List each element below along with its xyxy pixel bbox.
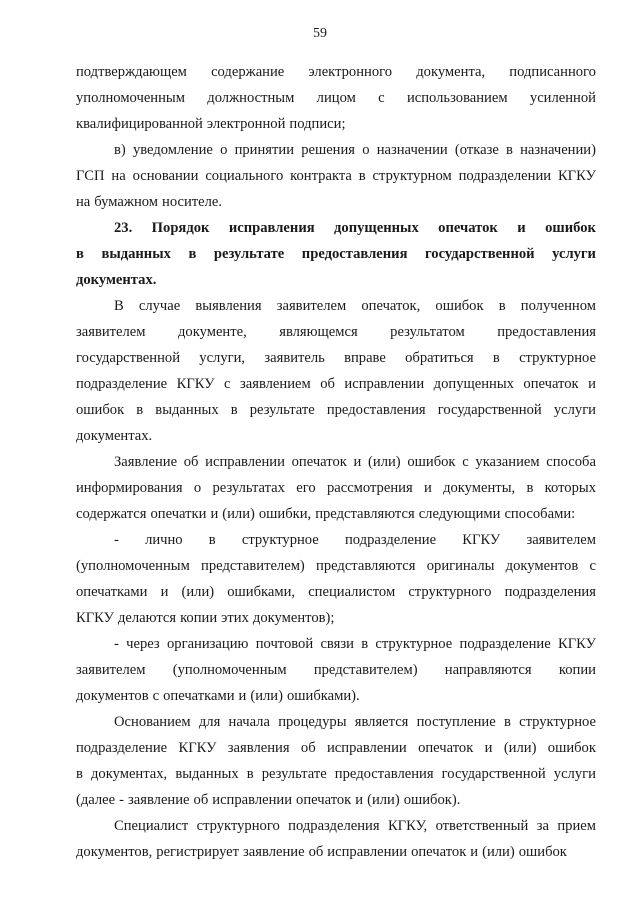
paragraph [76,527,596,631]
paragraph [76,449,596,527]
text-line: ГСП на основании социального контракта в структурном подразделении КГКУ [76,168,596,184]
text-line: опечатками и (или) ошибками, специалистом структурного подразделения [76,584,596,600]
paragraph [76,293,596,449]
text-line: Специалист структурного подразделения КГКУ, ответственный за прием [114,818,596,834]
paragraph [76,631,596,709]
text-line: информирования о результатах его рассмотрения и документы, в которых [76,480,596,496]
text-line: ошибок в выданных в результате предоставления государственной услуги [76,402,596,418]
paragraph [76,813,596,865]
text-line: - через организацию почтовой связи в структурное подразделение КГКУ [114,636,596,652]
text-line: в) уведомление о принятии решения о назначении (отказе в назначении) [114,142,596,158]
text-line: Заявление об исправлении опечаток и (или) ошибок с указанием способа [114,454,596,470]
text-line: уполномоченным должностным лицом с использованием усиленной [76,90,596,106]
section-heading [76,215,596,293]
text-line: в выданных в результате предоставления государственной услуги [76,246,596,262]
text-line: государственной услуги, заявитель вправе обратиться в структурное [76,350,596,366]
text-line: на бумажном носителе. [76,194,223,210]
text-line: документах. [76,428,153,444]
document-body [76,59,596,865]
paragraph [76,137,596,215]
page-number: 59 [313,26,327,41]
text-line: Основанием для начала процедуры является поступление в структурное [114,714,596,730]
text-line: (далее - заявление об исправлении опечаток и (или) ошибок). [76,792,461,808]
text-line: подразделение КГКУ с заявлением об исправлении допущенных опечаток и [76,376,596,392]
text-line: КГКУ делаются копии этих документов); [76,610,335,626]
paragraph [76,709,596,813]
text-line: (уполномоченным представителем) представляются оригиналы документов с [76,558,596,574]
text-line: заявителем (уполномоченным представителем) направляются копии [76,662,596,678]
text-line: квалифицированной электронной подписи; [76,116,346,132]
text-line: в документах, выданных в результате предоставления государственной услуги [76,766,596,782]
text-line: В случае выявления заявителем опечаток, ошибок в полученном [114,298,596,314]
text-line: - лично в структурное подразделение КГКУ заявителем [114,532,596,548]
text-line: подразделение КГКУ заявления об исправлении опечаток и (или) ошибок [76,740,596,756]
text-line: заявителем документе, являющемся результатом предоставления [76,324,596,340]
paragraph [76,59,596,137]
text-line: документов с опечатками и (или) ошибками). [76,688,360,704]
text-line: документах. [76,272,157,288]
text-line: содержатся опечатки и (или) ошибки, представляются следующими способами: [76,506,576,522]
text-line: документов, регистрирует заявление об исправлении опечаток и (или) ошибок [76,844,567,860]
text-line: подтверждающем содержание электронного документа, подписанного [76,64,596,80]
text-line: 23. Порядок исправления допущенных опечаток и ошибок [114,220,596,236]
